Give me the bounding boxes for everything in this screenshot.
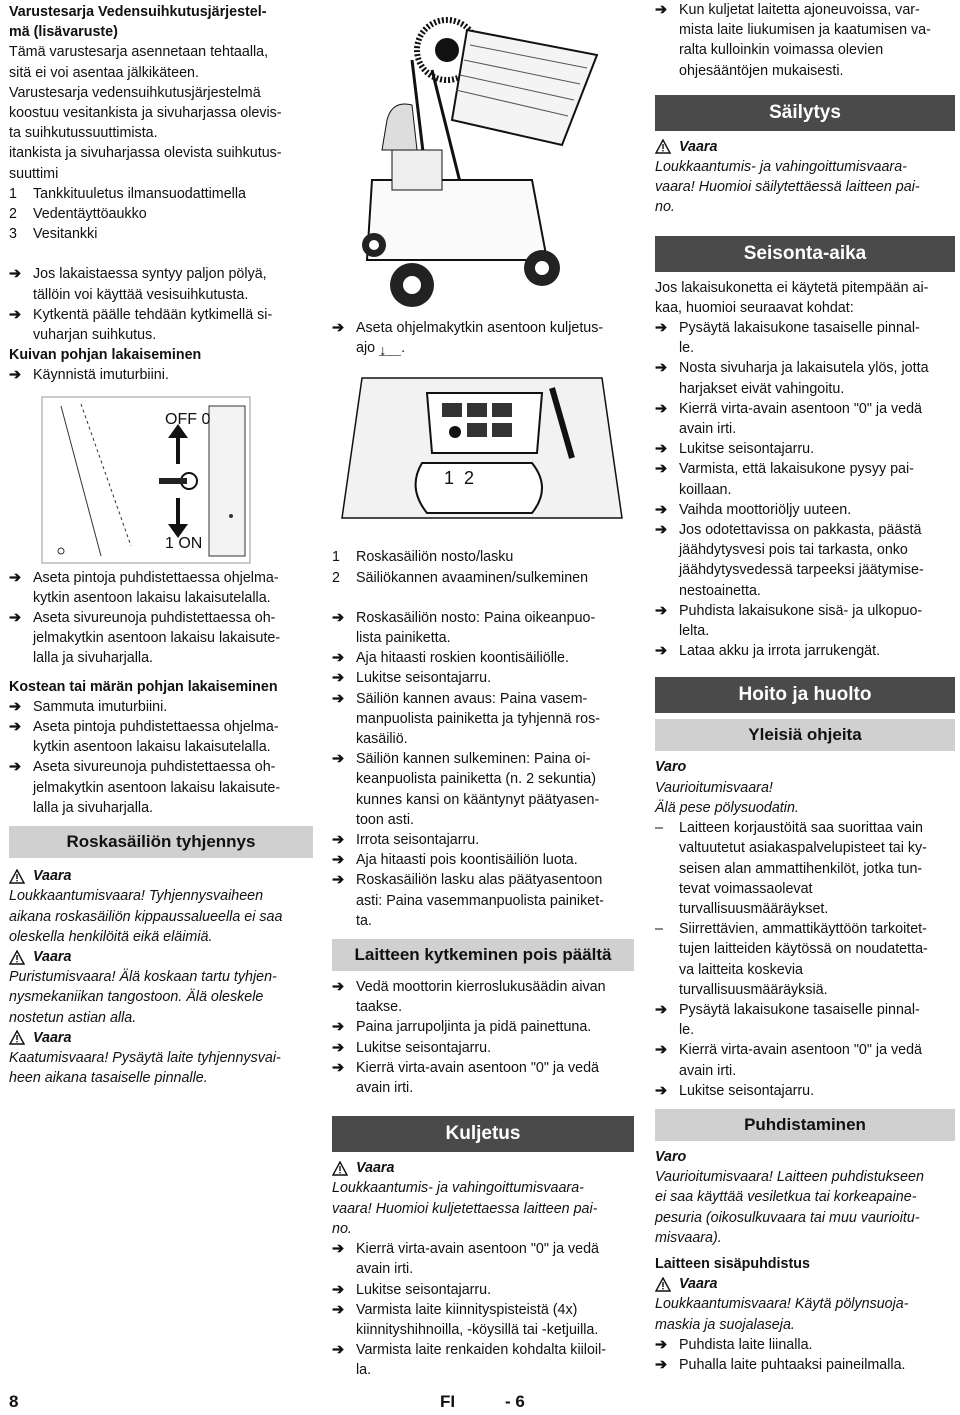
instruction: ➔ Roskasäiliön lasku alas päätyasentoon asti: Paina vasemmanpuolista painiket- ta. — [332, 870, 634, 931]
instruction: ➔ Aseta sivureunoja puhdistettaessa oh- jelmakytkin asentoon lakaisu lakaisute- lalla ja sivuharjalla. — [9, 757, 313, 818]
machine-illustration — [332, 0, 634, 318]
instruction: ➔ Varmista laite kiinnityspisteistä (4x) kiinnityshihnoilla, -köysillä tai -ketjuilla. — [332, 1300, 634, 1340]
instruction: ➔ Puhdista laite liinalla. — [655, 1335, 955, 1355]
warning-text: Kaatumisvaara! Pysäytä laite tyhjennysvai- heen aikana tasaiselle pinnalle. — [9, 1049, 281, 1087]
paragraph: itankista ja sivuharjassa olevista suihkutus- suuttimi — [9, 145, 282, 182]
warning-label: Vaara — [9, 1028, 313, 1048]
instruction: ➔ Pysäytä lakaisukone tasaiselle pinnal- le. — [655, 1000, 955, 1040]
list-item: – Laitteen korjaustöitä saa suorittaa vain valtuutetut asiakaspalvelupisteet tai ky- seisen alan ammattihenkilöt, jotka tun- tevat voimassaolevat turvallisuusmääräykset. — [655, 818, 955, 919]
column-3 — [655, 0, 955, 1375]
control-panel-illustration — [332, 368, 634, 523]
instruction: ➔ Aseta sivureunoja puhdistettaessa oh- jelmakytkin asentoon lakaisu lakaisute- lalla ja sivuharjalla. — [9, 608, 313, 669]
warning-text: Loukkaantumisvaara! Käytä pölynsuoja- maskia ja suojalaseja. — [655, 1296, 909, 1333]
instruction: ➔ Puhdista lakaisukone sisä- ja ulkopuo- lelta. — [655, 601, 955, 641]
warning-text: Loukkaantumis- ja vahingoittumisvaara- vaara! Huomioi kuljetettaessa laitteen pai- no. — [332, 1180, 598, 1237]
instruction: ➔ Nosta sivuharja ja lakaisutela ylös, jotta harjakset eivät vahingoitu. — [655, 358, 955, 398]
instruction: ➔ Säiliön kannen avaus: Paina vasem- manpuolista painiketta ja tyhjennä ros- kasäiliö. — [332, 689, 634, 750]
section-bar-cleaning: Puhdistaminen — [655, 1109, 955, 1141]
instruction: ➔ Lukitse seisontajarru. — [332, 668, 634, 688]
section-page-number: - 6 — [505, 1392, 525, 1411]
subheading: Kuivan pohjan lakaiseminen — [9, 347, 202, 364]
control-panel-drawing — [332, 368, 634, 523]
warning-label: Vaara — [9, 866, 313, 886]
instruction: ➔ Paina jarrupoljinta ja pidä painettuna. — [332, 1017, 634, 1037]
warning-text: Puristumisvaara! Älä koskaan tartu tyhjen- nysmekaniikan tangostoon. Älä oleskele nostetun astian alla. — [9, 969, 277, 1026]
switch-on-label: 1 ON — [165, 534, 203, 552]
section-title: Varustesarja Vedensuihkutusjärjestel- mä (lisävaruste) — [9, 4, 267, 41]
warning-icon — [655, 1277, 671, 1292]
switch-illustration — [41, 396, 251, 564]
instruction: ➔ Lataa akku ja irrota jarrukengät. — [655, 641, 955, 661]
warning-label: Vaara — [332, 1158, 634, 1178]
instruction: ➔ Aseta ohjelmakytkin asentoon kuljetus- ajo ↓ . — [332, 318, 634, 358]
instruction: ➔ Roskasäiliön nosto: Paina oikeanpuo- lista painiketta. — [332, 608, 634, 648]
list-item: 1 Tankkituuletus ilmansuodattimella — [9, 185, 246, 202]
warning-icon — [9, 1030, 25, 1045]
instruction: ➔ Säiliön kannen sulkeminen: Paina oi- keanpuolista painiketta (n. 2 sekuntia) kunnes kansi on kääntynyt päätyasen- toon asti. — [332, 749, 634, 830]
list-item: 2 Säiliökannen avaaminen/sulkeminen — [332, 569, 589, 586]
list-item: 1 Roskasäiliön nosto/lasku — [332, 549, 514, 566]
warning-icon — [9, 869, 25, 884]
instruction: ➔ Puhalla laite puhtaaksi paineilmalla. — [655, 1355, 955, 1375]
transport-mode-icon: ↓ — [379, 341, 401, 356]
subheading: Kostean tai märän pohjan lakaiseminen — [9, 678, 278, 695]
switch-off-label: OFF 0 — [165, 410, 211, 428]
instruction: ➔ Aseta pintoja puhdistettaessa ohjelma- kytkin asentoon lakaisu lakaisutelalla. — [9, 568, 313, 608]
paragraph: Varustesarja vedensuihkutusjärjestelmä koostuu vesitankista ja sivuharjassa olevis- ta suihkutussuuttimista. — [9, 84, 282, 142]
list-item: – Siirrettävien, ammattikäyttöön tarkoitet- tujen laitteiden käytössä on noudatetta- va laitteita koskevia turvallisuusmääräyksiä. — [655, 919, 955, 1000]
instruction: ➔ Varmista, että lakaisukone pysyy pai- koillaan. — [655, 459, 955, 499]
instruction: ➔ Vedä moottorin kierroslukusäädin aivan taakse. — [332, 977, 634, 1017]
instruction: ➔ Jos odotettavissa on pakkasta, päästä jäähdytysvesi pois tai tarkasta, onko jäähdytysvedessä tarpeeksi jäätymise- nestoainetta. — [655, 520, 955, 601]
instruction: ➔ Aja hitaasti roskien koontisäiliölle. — [332, 648, 634, 668]
warning-text: Loukkaantumisvaara! Tyhjennysvaiheen aikana roskasäiliön kippaussalueella ei saa oleskella henkilöitä eikä eläimiä. — [9, 888, 283, 945]
section-banner-standstill: Seisonta-aika — [655, 236, 955, 272]
instruction: ➔ Sammuta imuturbiini. — [9, 697, 313, 717]
panel-callouts: 1 2 — [444, 468, 475, 489]
caution-text: Vaurioitumisvaara! Älä pese pölysuodatin. — [655, 779, 799, 816]
instruction: ➔ Kierrä virta-avain asentoon "0" ja vedä avain irti. — [655, 1040, 955, 1080]
section-bar-emptying: Roskasäiliön tyhjennys — [9, 826, 313, 858]
instruction: ➔ Varmista laite renkaiden kohdalta kiiloil- la. — [332, 1340, 634, 1380]
warning-icon — [332, 1161, 348, 1176]
warning-label: Vaara — [655, 1274, 955, 1294]
column-1 — [9, 0, 313, 1088]
section-banner-maintenance: Hoito ja huolto — [655, 677, 955, 713]
instruction: ➔ Kierrä virta-avain asentoon "0" ja vedä avain irti. — [655, 399, 955, 439]
warning-label: Vaara — [655, 137, 955, 157]
warning-text: Loukkaantumis- ja vahingoittumisvaara- vaara! Huomioi säilytettäessä laitteen pai- no. — [655, 159, 920, 216]
instruction: ➔ Käynnistä imuturbiini. — [9, 365, 313, 385]
instruction: ➔ Kytkentä päälle tehdään kytkimellä si- vuharjan suihkutus. — [9, 305, 313, 345]
section-bar-general: Yleisiä ohjeita — [655, 719, 955, 751]
section-banner-storage: Säilytys — [655, 95, 955, 131]
list-item: 2 Vedentäyttöaukko — [9, 206, 147, 223]
language-code: FI — [440, 1392, 456, 1411]
instruction: ➔ Aseta pintoja puhdistettaessa ohjelma- kytkin asentoon lakaisu lakaisutelalla. — [9, 717, 313, 757]
page-number: 8 — [9, 1392, 19, 1411]
program-switch-drawing — [41, 396, 251, 564]
instruction: ➔ Jos lakaistaessa syntyy paljon pölyä, tällöin voi käyttää vesisuihkutusta. — [9, 264, 313, 304]
sweeper-dump-drawing — [332, 0, 634, 318]
list-item: 3 Vesitankki — [9, 226, 98, 243]
instruction: ➔ Irrota seisontajarru. — [332, 830, 634, 850]
paragraph: Jos lakaisukonetta ei käytetä pitempään ai- kaa, huomioi seuraavat kohdat: — [655, 279, 929, 316]
caution-label: Varo — [655, 759, 687, 776]
subheading: Laitteen sisäpuhdistus — [655, 1255, 810, 1272]
warning-icon — [9, 950, 25, 965]
instruction: ➔ Kierrä virta-avain asentoon "0" ja vedä avain irti. — [332, 1239, 634, 1279]
caution-label: Varo — [655, 1148, 687, 1165]
caution-text: Vaurioitumisvaara! Laitteen puhdistukseen ei saa käyttää vesiletkua tai korkeapaine- pesuria (oikosulkuvaara tai muu vaurioitu- misvaara). — [655, 1169, 924, 1246]
instruction: ➔ Aja hitaasti pois koontisäiliön luota. — [332, 850, 634, 870]
instruction: ➔ Kun kuljetat laitetta ajoneuvoissa, var- mista laite liukumisen ja kaatumisen va- ralta kulloinkin voimassa olevien ohjesääntöjen mukaisesti. — [655, 0, 955, 81]
instruction: ➔ Pysäytä lakaisukone tasaiselle pinnal- le. — [655, 318, 955, 358]
instruction: ➔ Lukitse seisontajarru. — [655, 439, 955, 459]
section-bar-switch-off: Laitteen kytkeminen pois päältä — [332, 939, 634, 971]
section-banner-transport: Kuljetus — [332, 1116, 634, 1152]
instruction: ➔ Vaihda moottoriöljy uuteen. — [655, 500, 955, 520]
warning-icon — [655, 139, 671, 154]
column-2 — [332, 0, 634, 1381]
instruction: ➔ Lukitse seisontajarru. — [655, 1081, 955, 1101]
instruction: ➔ Lukitse seisontajarru. — [332, 1038, 634, 1058]
warning-label: Vaara — [9, 947, 313, 967]
paragraph: Tämä varustesarja asennetaan tehtaalla, sitä ei voi asentaa jälkikäteen. — [9, 44, 269, 81]
instruction: ➔ Kierrä virta-avain asentoon "0" ja vedä avain irti. — [332, 1058, 634, 1098]
instruction: ➔ Lukitse seisontajarru. — [332, 1280, 634, 1300]
